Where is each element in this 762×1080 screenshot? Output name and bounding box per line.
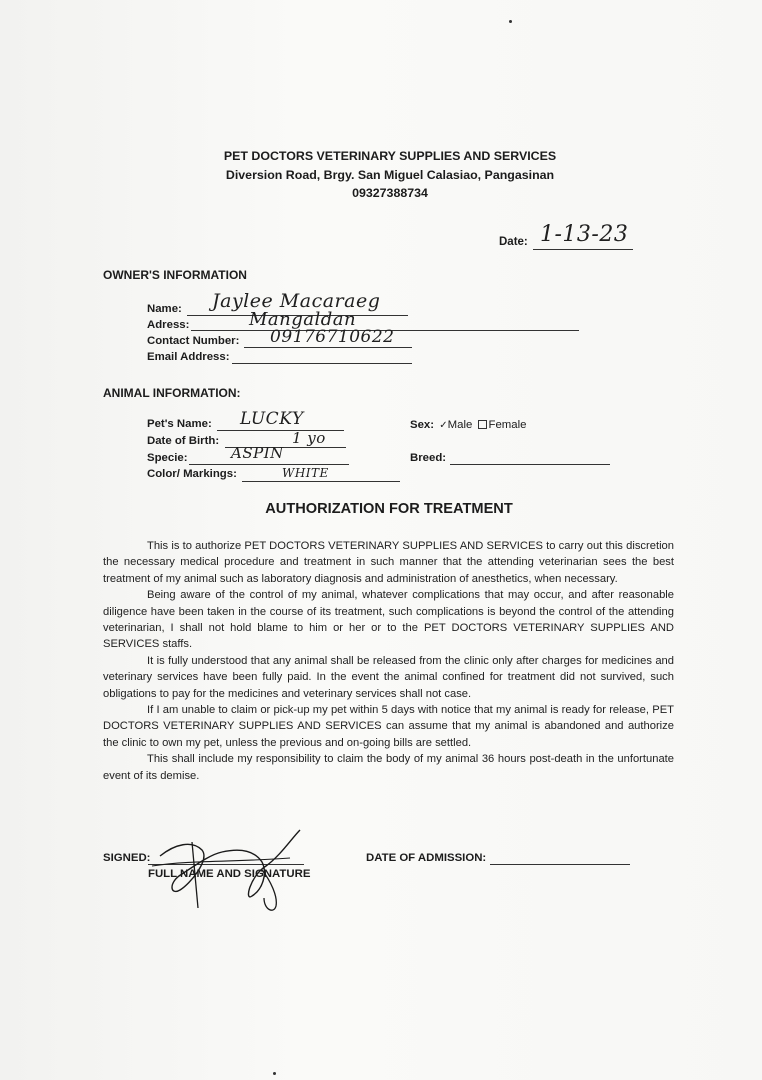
clinic-header	[0, 147, 762, 203]
clinic-address: Diversion Road, Brgy. San Miguel Calasiao, Pangasinan	[225, 167, 555, 182]
owner-contact-value[interactable]: 09176710622	[270, 327, 395, 347]
clinic-name: PET DOCTORS VETERINARY SUPPLIES AND SERVICES	[223, 149, 557, 163]
authorization-paragraph-1: This is to authorize PET DOCTORS VETERINARY SUPPLIES AND SERVICES to carry out this discretion the necessary medical procedure and treatment in such manner that the attending veterinarian sees the best treatment of my animal such as laboratory diagnosis and administration of anesthetics, when necessary.	[103, 540, 674, 585]
authorization-paragraph-4: If I am unable to claim or pick-up my pet within 5 days with notice that my animal is ready for release, PET DOCTORS VETERINARY SUPPLIES AND SERVICES can assume that my animal is abandoned and authorize the clinic to own my pet, unless the previous and on-going bills are settled.	[103, 704, 674, 749]
owner-address-label: Adress:	[147, 319, 190, 331]
owner-name-label: Name:	[147, 303, 182, 315]
authorization-paragraph-5: This shall include my responsibility to claim the body of my animal 36 hours post-death in the unfortunate event of its demise.	[103, 753, 674, 782]
owner-email-label: Email Address:	[147, 351, 230, 363]
dob-value[interactable]: 1 yo	[292, 429, 326, 447]
authorization-paragraph-2: Being aware of the control of my animal, whatever complications that may occur, and after reasonable diligence have been taken in the course of its treatment, such complications is beyond the control of the attending veterinarian, I shall not hold blame to him or her or to the PET DOCTORS VETERINARY SUPPLIES AND SERVICES staffs.	[103, 589, 674, 651]
signature-caption: FULL NAME AND SIGNATURE	[148, 868, 311, 880]
date-underline	[533, 249, 633, 250]
owner-section-title: OWNER'S INFORMATION	[103, 268, 247, 282]
female-checkbox-icon[interactable]	[478, 420, 487, 429]
owner-address-value[interactable]: Mangaldan	[249, 309, 357, 330]
date-value[interactable]: 1-13-23	[540, 222, 629, 247]
sex-field	[410, 419, 526, 431]
owner-name-value[interactable]: Jaylee Macaraeg	[212, 290, 381, 312]
date-of-admission-label: DATE OF ADMISSION:	[366, 852, 487, 864]
breed-underline[interactable]	[450, 464, 610, 465]
color-markings-value[interactable]: WHITE	[282, 466, 329, 480]
sex-male-option: Male	[447, 419, 473, 431]
animal-section-title: ANIMAL INFORMATION:	[103, 386, 241, 400]
breed-label: Breed:	[410, 452, 447, 464]
specie-underline	[189, 464, 349, 465]
pet-name-value[interactable]: LUCKY	[240, 409, 304, 429]
clinic-phone: 09327388734	[352, 186, 428, 200]
date-label: Date:	[499, 236, 528, 248]
date-of-admission-underline[interactable]	[490, 864, 630, 865]
color-markings-label: Color/ Markings:	[147, 468, 237, 480]
male-checkbox-checked-icon[interactable]: ✓	[439, 420, 448, 431]
owner-contact-underline	[244, 347, 412, 348]
specie-label: Specie:	[147, 452, 188, 464]
dob-label: Date of Birth:	[147, 435, 220, 447]
sex-label: Sex:	[410, 419, 435, 431]
sex-female-option: Female	[488, 419, 527, 431]
owner-contact-label: Contact Number:	[147, 335, 240, 347]
signed-label: SIGNED:	[103, 852, 151, 864]
owner-email-underline[interactable]	[232, 363, 412, 364]
specie-value[interactable]: ASPIN	[231, 444, 284, 462]
pet-name-label: Pet's Name:	[147, 418, 212, 430]
scan-speck	[509, 20, 512, 23]
color-markings-underline	[242, 481, 400, 482]
handwritten-signature[interactable]	[150, 826, 325, 916]
scan-speck	[273, 1072, 276, 1075]
authorization-paragraph-3: It is fully understood that any animal shall be released from the clinic only after charges for medicines and veterinary services have been fully paid. In the event the animal confined for treatment did not survived, such obligations to pay for the medicines and veterinary services shall not case.	[103, 654, 674, 700]
authorization-body	[103, 538, 674, 784]
authorization-title: AUTHORIZATION FOR TREATMENT	[265, 501, 513, 517]
